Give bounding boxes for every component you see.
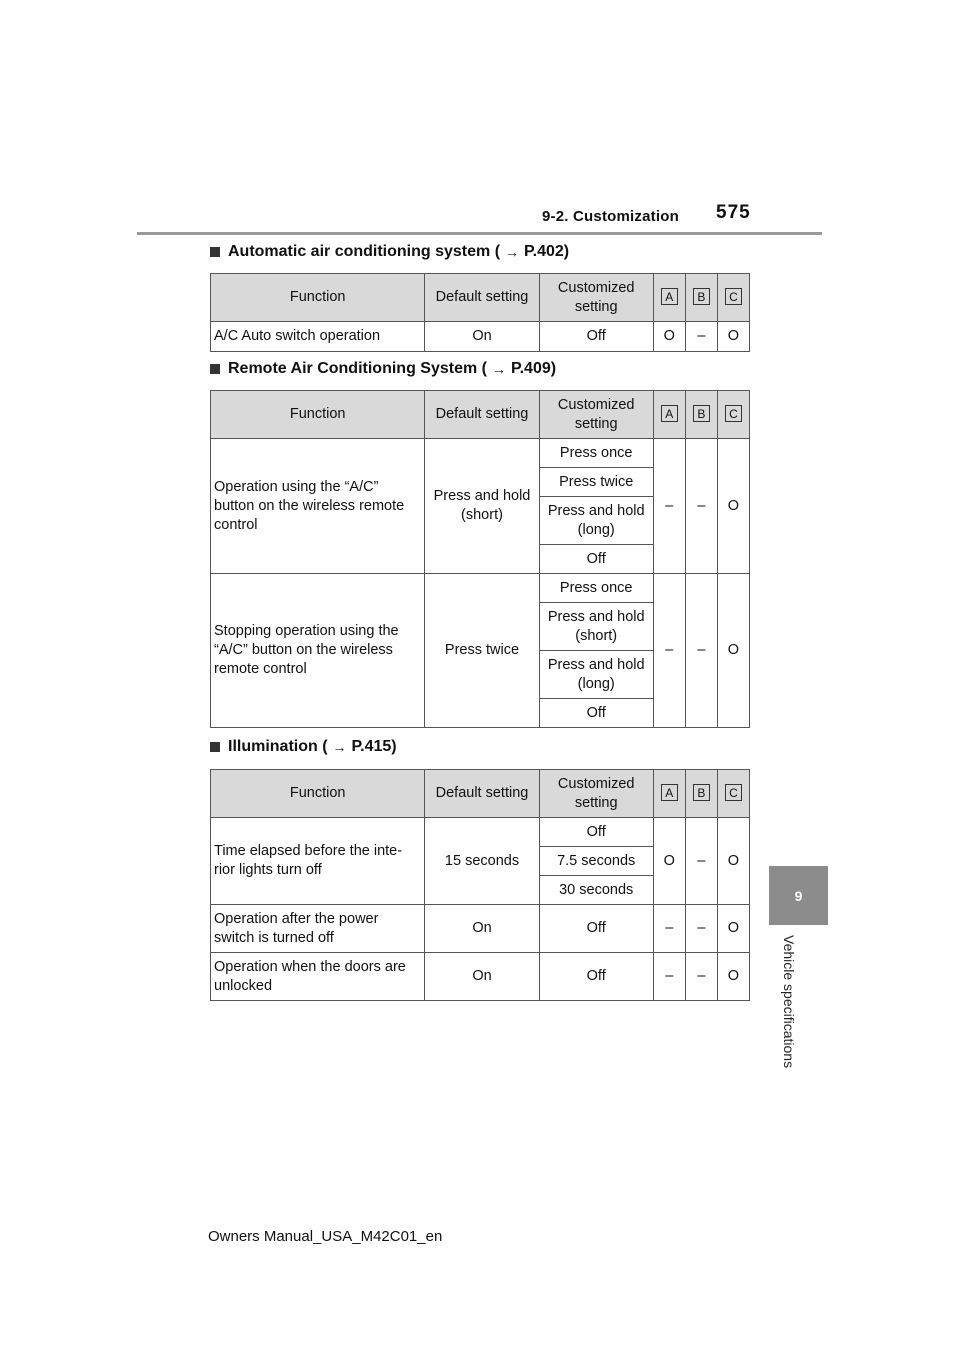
badge-b: B	[693, 405, 710, 422]
col-header-customized: Customized setting	[539, 274, 653, 322]
right-arrow-icon: →	[505, 244, 520, 260]
badge-a: A	[661, 784, 678, 801]
chapter-tab[interactable]: 9	[769, 866, 828, 925]
right-arrow-icon: →	[491, 361, 506, 377]
footer-doc-id: Owners Manual_USA_M42C01_en	[208, 1228, 443, 1245]
badge-c: C	[725, 288, 742, 305]
table-ac	[210, 273, 750, 352]
badge-c: C	[725, 405, 742, 422]
square-bullet-icon	[210, 247, 220, 257]
badge-b: B	[693, 784, 710, 801]
table-row: Operation after the power switch is turned off On Off – – O	[211, 905, 750, 953]
section-title-remote-ac: Remote Air Conditioning System ( → P.409)	[210, 360, 556, 378]
right-arrow-icon: →	[332, 739, 347, 755]
col-header-default: Default setting	[425, 274, 539, 322]
table-row: Operation when the doors are unlocked On Off – – O	[211, 953, 750, 1001]
square-bullet-icon	[210, 364, 220, 374]
square-bullet-icon	[210, 742, 220, 752]
header-rule	[137, 232, 822, 235]
badge-b: B	[693, 288, 710, 305]
page-number: 575	[716, 202, 751, 223]
table-row: Time elapsed before the inte- rior lights turn off 15 seconds Off O – O	[211, 818, 750, 847]
table-remote-ac: Function Default setting Customized setting A B C Operation using the “A/C” button on the wireless remote control Press and hold (short) Press once – – O Press twice Press and hold (long) Off Stopping operation using the “A/C” button on the wireless remote control Press twice Press once – – O Press and hold (short) Press and hold (long) Off	[210, 390, 750, 728]
table-row: Operation using the “A/C” button on the wireless remote control Press and hold (short) Press once – – O	[211, 439, 750, 468]
header-section: 9-2. Customization	[542, 208, 679, 225]
section-title-illumination: Illumination ( → P.415)	[210, 738, 397, 756]
table-row: Stopping operation using the “A/C” button on the wireless remote control Press twice Press once – – O	[211, 574, 750, 603]
col-header-function: Function	[211, 274, 425, 322]
badge-a: A	[661, 288, 678, 305]
badge-c: C	[725, 784, 742, 801]
badge-a: A	[661, 405, 678, 422]
table-illumination: Function Default setting Customized setting A B C Time elapsed before the inte- rior lights turn off 15 seconds Off O – O 7.5 seconds 30 seconds Operation after the power switch is turned off On Off – – O Operation when the doors are unlocked On Off – – O	[210, 769, 750, 1001]
table-row: A/C Auto switch operation On Off O – O	[211, 322, 750, 352]
chapter-title: Vehicle specifications	[781, 935, 797, 1069]
section-title-ac: Automatic air conditioning system ( → P.402)	[210, 243, 569, 261]
